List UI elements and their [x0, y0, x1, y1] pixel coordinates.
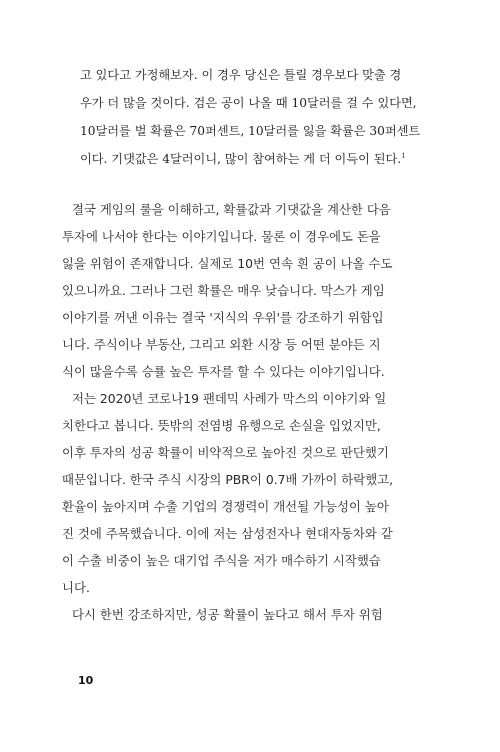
body-line: 다시 한번 강조하지만, 성공 확률이 높다고 해서 투자 위험: [72, 607, 383, 622]
body-line: 니다.: [62, 580, 90, 595]
body-line: 이 수출 비중이 높은 대기업 주식을 저가 매수하기 시작했습: [62, 553, 381, 568]
body-line: 결국 게임의 룰을 이해하고, 확률값과 기댓값을 계산한 다음: [72, 202, 391, 217]
body-line: 식이 많을수록 승률 높은 투자를 할 수 있다는 이야기입니다.: [62, 364, 385, 379]
body-line: 있으니까요. 그러나 그런 확률은 매우 낮습니다. 막스가 게임: [62, 283, 385, 298]
quote-text: 이다. 기댓값은 4달러이니, 많이 참여하는 게 더 이득이 된다.: [80, 152, 402, 166]
quote-line: 고 있다고 가정해보자. 이 경우 당신은 틀릴 경우보다 맞출 경: [80, 68, 402, 82]
body-line: 진 것에 주목했습니다. 이에 저는 삼성전자나 현대자동차와 같: [62, 526, 393, 541]
body-line: 치한다고 봅니다. 뜻밖의 전염병 유행으로 손실을 입었지만,: [62, 418, 381, 433]
body-line: 잃을 위험이 존재합니다. 실제로 10번 연속 흰 공이 나올 수도: [62, 256, 393, 271]
body-line: 니다. 주식이나 부동산, 그리고 외환 시장 등 어떤 분야든 지: [62, 337, 381, 352]
body-line: 이야기를 꺼낸 이유는 결국 '지식의 우위'를 강조하기 위함입: [62, 310, 384, 325]
quote-line: 10달러를 벌 확률은 70퍼센트, 10달러를 잃을 확률은 30퍼센트: [80, 124, 421, 138]
page-number: 10: [78, 674, 94, 687]
body-line: 이후 투자의 성공 확률이 비약적으로 높아진 것으로 판단했기: [62, 445, 389, 460]
footnote-mark: 1: [401, 151, 406, 160]
body-line: 때문입니다. 한국 주식 시장의 PBR이 0.7배 가까이 하락했고,: [62, 472, 394, 487]
quote-line: 우가 더 많을 것이다. 검은 공이 나올 때 10달러를 걸 수 있다면,: [80, 96, 417, 110]
body-line: 환율이 높아지며 수출 기업의 경쟁력이 개선될 가능성이 높아: [62, 499, 389, 514]
body-line: 저는 2020년 코로나19 팬데믹 사례가 막스의 이야기와 일: [72, 391, 387, 406]
body-line: 투자에 나서야 한다는 이야기입니다. 물론 이 경우에도 돈을: [62, 229, 381, 244]
quote-line-last: [80, 150, 406, 167]
